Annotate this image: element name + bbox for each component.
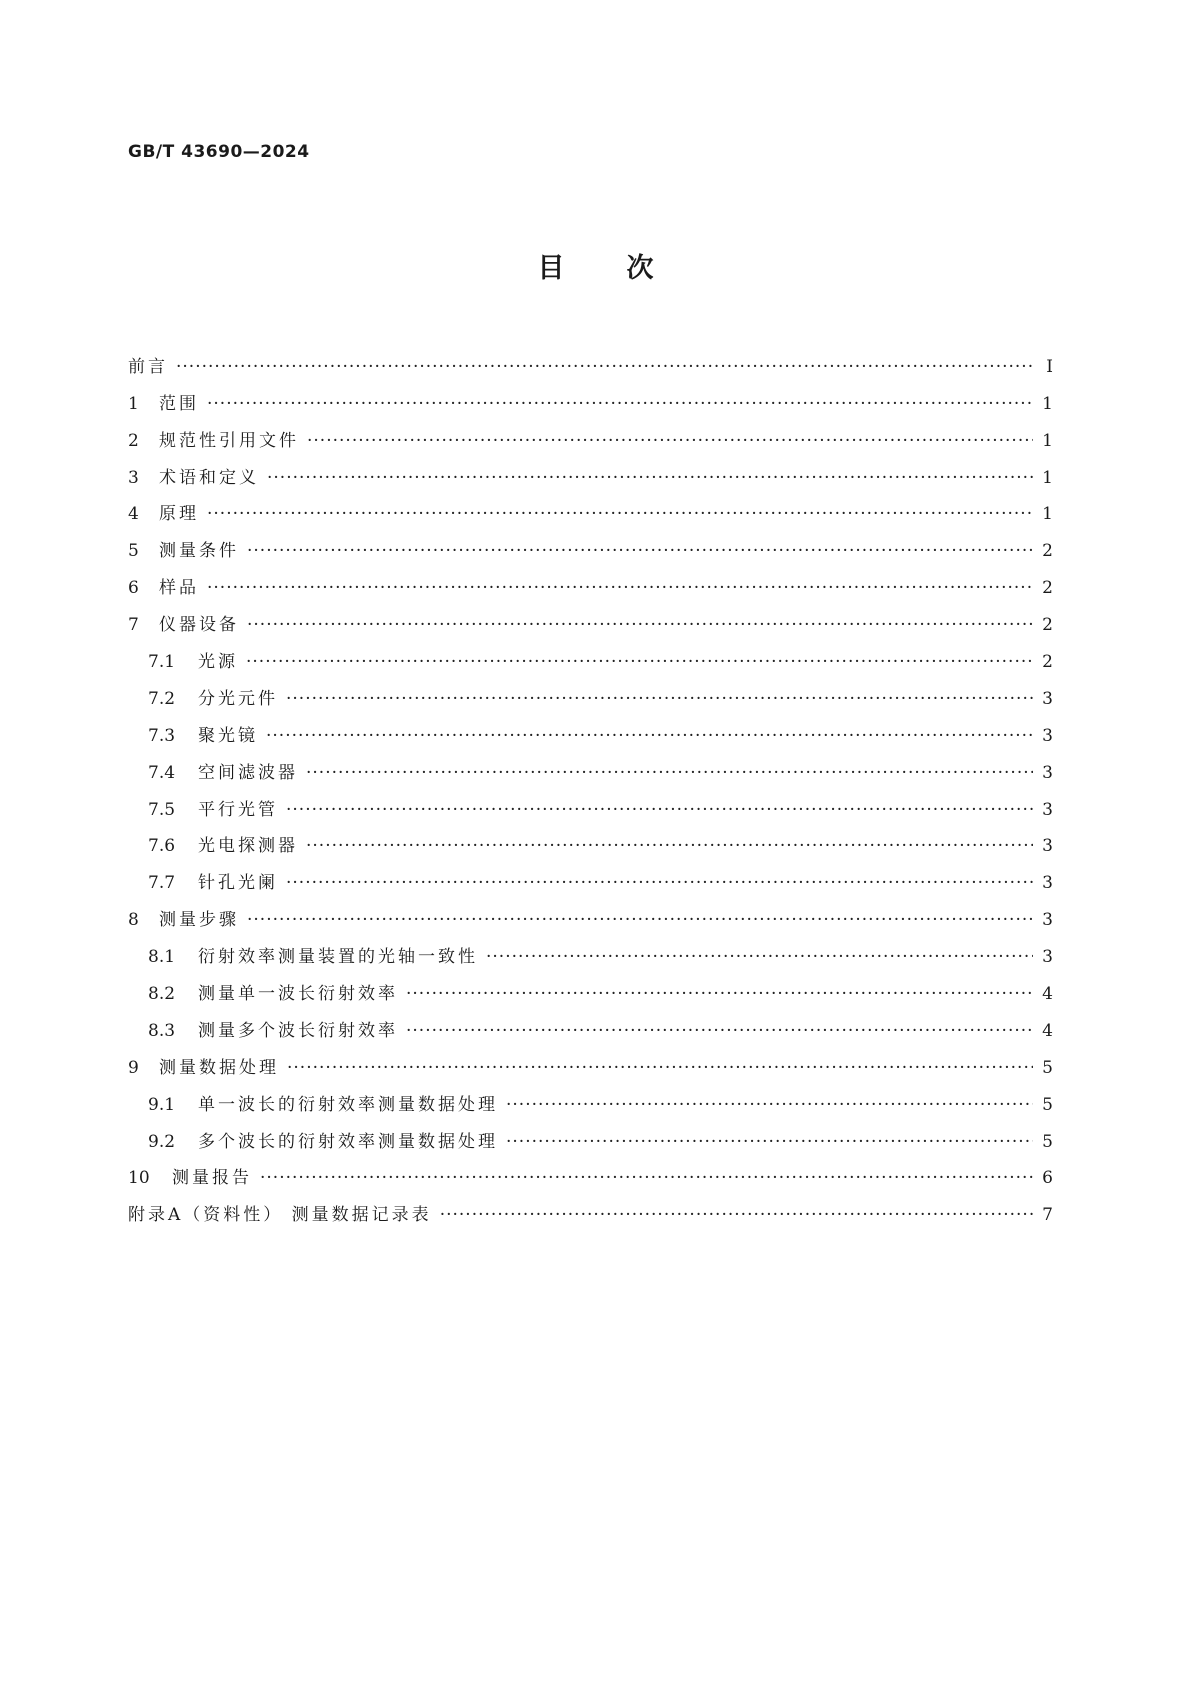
toc-entry-number: 8.1 bbox=[148, 947, 176, 968]
toc-leader bbox=[307, 430, 1033, 452]
toc-entry-label: 规范性引用文件 bbox=[159, 430, 299, 451]
toc-entry-label: 针孔光阑 bbox=[198, 873, 278, 894]
toc-entry-page: Ⅰ bbox=[1046, 356, 1053, 377]
toc-entry-10[interactable] bbox=[128, 1153, 1053, 1190]
toc-entry-3[interactable] bbox=[128, 452, 1053, 489]
toc-entry-page: 3 bbox=[1042, 725, 1053, 746]
toc-entry-page: 1 bbox=[1042, 430, 1053, 451]
toc-leader bbox=[406, 983, 1033, 1005]
toc-entry-page: 3 bbox=[1042, 799, 1053, 820]
toc-entry-9-2[interactable] bbox=[128, 1116, 1053, 1153]
toc-entry-number: 7.3 bbox=[148, 725, 176, 746]
toc-entry-9-1[interactable] bbox=[128, 1079, 1053, 1116]
table-of-contents bbox=[128, 341, 1053, 1226]
toc-entry-page: 4 bbox=[1042, 984, 1053, 1005]
toc-entry-page: 7 bbox=[1042, 1205, 1053, 1226]
toc-entry-1[interactable] bbox=[128, 378, 1053, 415]
toc-entry-page: 5 bbox=[1042, 1057, 1053, 1078]
toc-leader bbox=[440, 1204, 1033, 1226]
toc-leader bbox=[287, 1057, 1033, 1079]
toc-entry-page: 3 bbox=[1042, 947, 1053, 968]
toc-entry-number: 6 bbox=[128, 578, 139, 599]
toc-entry-number: 1 bbox=[128, 393, 139, 414]
toc-entry-number: 9 bbox=[128, 1057, 139, 1078]
toc-entry-page: 4 bbox=[1042, 1020, 1053, 1041]
toc-entry-number: 7.6 bbox=[148, 836, 176, 857]
toc-leader bbox=[286, 799, 1033, 821]
toc-entry-5[interactable] bbox=[128, 525, 1053, 562]
toc-entry-label: 聚光镜 bbox=[198, 725, 258, 746]
toc-entry-page: 3 bbox=[1042, 836, 1053, 857]
toc-entry-page: 2 bbox=[1042, 541, 1053, 562]
toc-entry-page: 3 bbox=[1042, 873, 1053, 894]
toc-entry-appendix-a[interactable] bbox=[128, 1189, 1053, 1226]
toc-entry-label: 测量报告 bbox=[172, 1168, 252, 1189]
toc-entry-number: 9.2 bbox=[148, 1131, 176, 1152]
toc-entry-page: 3 bbox=[1042, 910, 1053, 931]
toc-entry-label: 测量条件 bbox=[159, 541, 239, 562]
toc-entry-8[interactable] bbox=[128, 894, 1053, 931]
toc-entry-label: 原理 bbox=[159, 504, 199, 525]
toc-leader bbox=[306, 762, 1033, 784]
toc-entry-number: 7.1 bbox=[148, 652, 176, 673]
toc-leader bbox=[286, 872, 1033, 894]
toc-leader bbox=[246, 651, 1033, 673]
toc-entry-page: 1 bbox=[1042, 504, 1053, 525]
toc-entry-label: 单一波长的衍射效率测量数据处理 bbox=[198, 1094, 498, 1115]
toc-entry-page: 1 bbox=[1042, 467, 1053, 488]
toc-leader bbox=[306, 835, 1033, 857]
toc-entry-label: 前言 bbox=[128, 356, 168, 377]
toc-entry-7-6[interactable] bbox=[128, 821, 1053, 858]
toc-leader bbox=[247, 909, 1033, 931]
toc-entry-label: 仪器设备 bbox=[159, 615, 239, 636]
toc-entry-label: 附录A（资料性） 测量数据记录表 bbox=[128, 1205, 432, 1226]
toc-entry-number: 9.1 bbox=[148, 1094, 176, 1115]
toc-entry-8-1[interactable] bbox=[128, 931, 1053, 968]
page-title: 目次 bbox=[537, 253, 716, 284]
toc-entry-label: 测量多个波长衍射效率 bbox=[198, 1020, 398, 1041]
toc-entry-number: 10 bbox=[128, 1168, 150, 1189]
toc-entry-label: 术语和定义 bbox=[159, 467, 259, 488]
toc-entry-label: 空间滤波器 bbox=[198, 762, 298, 783]
toc-entry-number: 7.2 bbox=[148, 688, 176, 709]
toc-entry-number: 4 bbox=[128, 504, 139, 525]
toc-leader bbox=[207, 503, 1033, 525]
toc-entry-page: 2 bbox=[1042, 615, 1053, 636]
toc-leader bbox=[176, 356, 1033, 378]
toc-leader bbox=[506, 1094, 1033, 1116]
toc-leader bbox=[266, 725, 1033, 747]
toc-entry-number: 7 bbox=[128, 615, 139, 636]
toc-entry-number: 7.4 bbox=[148, 762, 176, 783]
toc-entry-page: 5 bbox=[1042, 1094, 1053, 1115]
toc-entry-page: 6 bbox=[1042, 1168, 1053, 1189]
toc-entry-2[interactable] bbox=[128, 415, 1053, 452]
toc-entry-9[interactable] bbox=[128, 1042, 1053, 1079]
toc-entry-number: 7.7 bbox=[148, 873, 176, 894]
toc-leader bbox=[406, 1020, 1033, 1042]
toc-entry-7-5[interactable] bbox=[128, 784, 1053, 821]
toc-entry-number: 7.5 bbox=[148, 799, 176, 820]
toc-entry-7-1[interactable] bbox=[128, 636, 1053, 673]
toc-entry-number: 3 bbox=[128, 467, 139, 488]
toc-leader bbox=[506, 1131, 1033, 1153]
toc-entry-label: 测量步骤 bbox=[159, 910, 239, 931]
toc-entry-7-7[interactable] bbox=[128, 857, 1053, 894]
toc-leader bbox=[486, 946, 1033, 968]
toc-entry-label: 平行光管 bbox=[198, 799, 278, 820]
toc-entry-label: 多个波长的衍射效率测量数据处理 bbox=[198, 1131, 498, 1152]
toc-entry-label: 分光元件 bbox=[198, 688, 278, 709]
toc-entry-7-3[interactable] bbox=[128, 710, 1053, 747]
toc-entry-4[interactable] bbox=[128, 489, 1053, 526]
toc-entry-8-2[interactable] bbox=[128, 968, 1053, 1005]
toc-entry-page: 3 bbox=[1042, 762, 1053, 783]
toc-entry-label: 样品 bbox=[159, 578, 199, 599]
toc-leader bbox=[247, 540, 1033, 562]
toc-entry-number: 2 bbox=[128, 430, 139, 451]
toc-entry-label: 测量数据处理 bbox=[159, 1057, 279, 1078]
toc-entry-7-4[interactable] bbox=[128, 747, 1053, 784]
toc-entry-page: 5 bbox=[1042, 1131, 1053, 1152]
toc-leader bbox=[286, 688, 1033, 710]
toc-entry-number: 5 bbox=[128, 541, 139, 562]
toc-entry-number: 8.2 bbox=[148, 984, 176, 1005]
toc-entry-page: 1 bbox=[1042, 393, 1053, 414]
toc-entry-page: 3 bbox=[1042, 688, 1053, 709]
toc-entry-label: 光电探测器 bbox=[198, 836, 298, 857]
toc-entry-label: 范围 bbox=[159, 393, 199, 414]
toc-entry-foreword[interactable] bbox=[128, 341, 1053, 378]
toc-leader bbox=[260, 1167, 1033, 1189]
toc-leader bbox=[207, 577, 1033, 599]
toc-entry-label: 衍射效率测量装置的光轴一致性 bbox=[198, 947, 478, 968]
toc-entry-6[interactable] bbox=[128, 562, 1053, 599]
toc-entry-label: 测量单一波长衍射效率 bbox=[198, 984, 398, 1005]
toc-entry-7-2[interactable] bbox=[128, 673, 1053, 710]
toc-leader bbox=[207, 393, 1033, 415]
toc-entry-page: 2 bbox=[1042, 652, 1053, 673]
toc-leader bbox=[267, 467, 1033, 489]
toc-entry-7[interactable] bbox=[128, 599, 1053, 636]
toc-entry-number: 8.3 bbox=[148, 1020, 176, 1041]
standard-code: GB/T 43690—2024 bbox=[128, 142, 310, 162]
toc-entry-number: 8 bbox=[128, 910, 139, 931]
toc-entry-8-3[interactable] bbox=[128, 1005, 1053, 1042]
toc-entry-label: 光源 bbox=[198, 652, 238, 673]
toc-leader bbox=[247, 614, 1033, 636]
toc-entry-page: 2 bbox=[1042, 578, 1053, 599]
